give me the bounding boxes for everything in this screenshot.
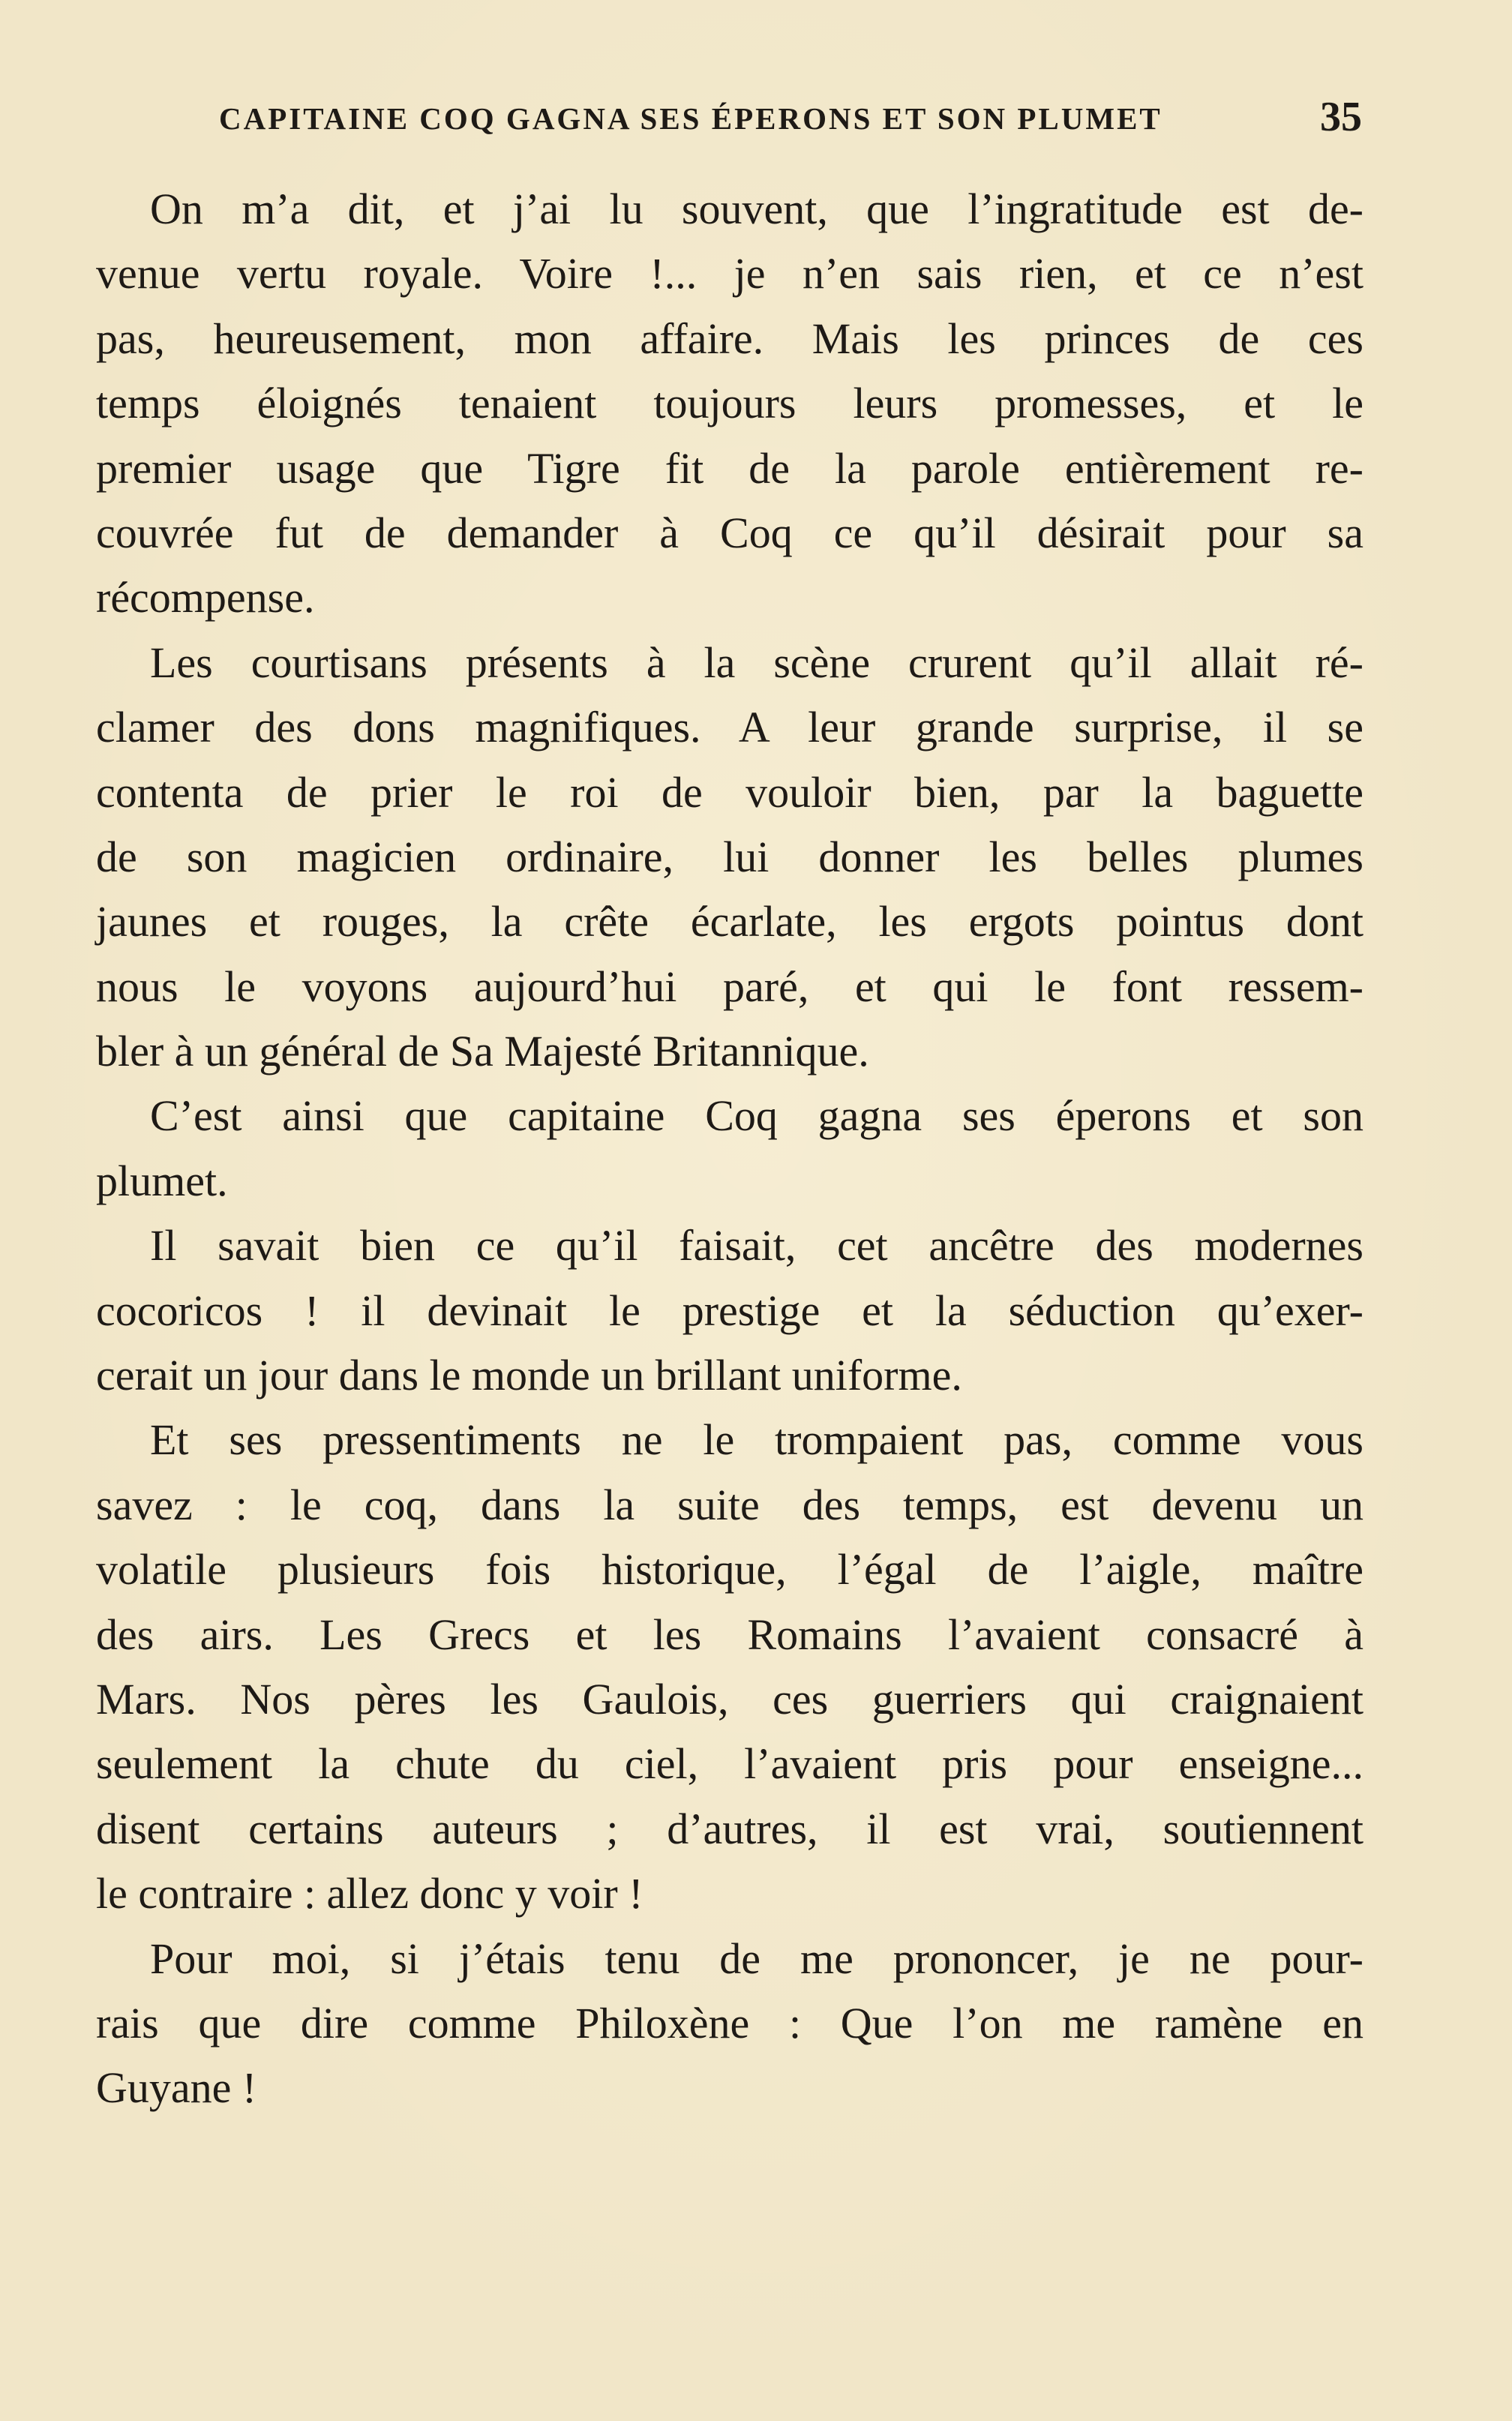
text-line: premier usage que Tigre fit de la parole entièrement re- (96, 443, 1364, 493)
text-line: Et ses pressentiments ne le trompaient pas, comme vous (150, 1415, 1364, 1465)
text-line: disent certains auteurs ; d’autres, il est vrai, soutiennent (96, 1804, 1364, 1853)
text-line: seulement la chute du ciel, l’avaient pris pour enseigne... (96, 1739, 1364, 1789)
page-number: 35 (1320, 94, 1362, 140)
text-line: Il savait bien ce qu’il faisait, cet ancêtre des modernes (150, 1221, 1364, 1270)
body-text (96, 177, 1364, 2121)
text-line: récompense. (96, 573, 315, 622)
text-line: contenta de prier le roi de vouloir bien, par la baguette (96, 767, 1364, 817)
text-line: plumet. (96, 1156, 228, 1205)
text-line: cerait un jour dans le monde un brillant uniforme. (96, 1351, 962, 1400)
text-line: Les courtisans présents à la scène crurent qu’il allait ré- (150, 638, 1364, 687)
text-line: des airs. Les Grecs et les Romains l’avaient consacré à (96, 1610, 1364, 1659)
text-line: jaunes et rouges, la crête écarlate, les ergots pointus dont (96, 897, 1364, 946)
text-line: clamer des dons magnifiques. A leur grande surprise, il se (96, 703, 1364, 752)
text-line: Mars. Nos pères les Gaulois, ces guerriers qui craignaient (96, 1674, 1364, 1724)
text-line: bler à un général de Sa Majesté Britannique. (96, 1027, 869, 1076)
text-line: de son magicien ordinaire, lui donner les belles plumes (96, 832, 1364, 881)
text-line: cocoricos ! il devinait le prestige et la séduction qu’exer- (96, 1286, 1364, 1335)
text-line: nous le voyons aujourd’hui paré, et qui le font ressem- (96, 962, 1364, 1011)
text-line: volatile plusieurs fois historique, l’égal de l’aigle, maître (96, 1545, 1364, 1594)
running-title: CAPITAINE COQ GAGNA SES ÉPERONS ET SON PLUMET (219, 101, 1162, 136)
text-line: Pour moi, si j’étais tenu de me prononcer, je ne pour- (150, 1934, 1364, 1983)
text-line: Guyane ! (96, 2063, 257, 2113)
text-line: temps éloignés tenaient toujours leurs promesses, et le (96, 379, 1364, 428)
text-line: venue vertu royale. Voire !... je n’en sais rien, et ce n’est (96, 249, 1364, 298)
text-line: couvrée fut de demander à Coq ce qu’il désirait pour sa (96, 508, 1364, 557)
text-line: rais que dire comme Philoxène : Que l’on me ramène en (96, 1998, 1364, 2048)
text-line: savez : le coq, dans la suite des temps, est devenu un (96, 1480, 1364, 1529)
text-line: pas, heureusement, mon affaire. Mais les princes de ces (96, 314, 1364, 363)
text-line: On m’a dit, et j’ai lu souvent, que l’ingratitude est de- (150, 184, 1364, 233)
text-line: le contraire : allez donc y voir ! (96, 1869, 644, 1918)
text-line: C’est ainsi que capitaine Coq gagna ses éperons et son (150, 1091, 1364, 1141)
